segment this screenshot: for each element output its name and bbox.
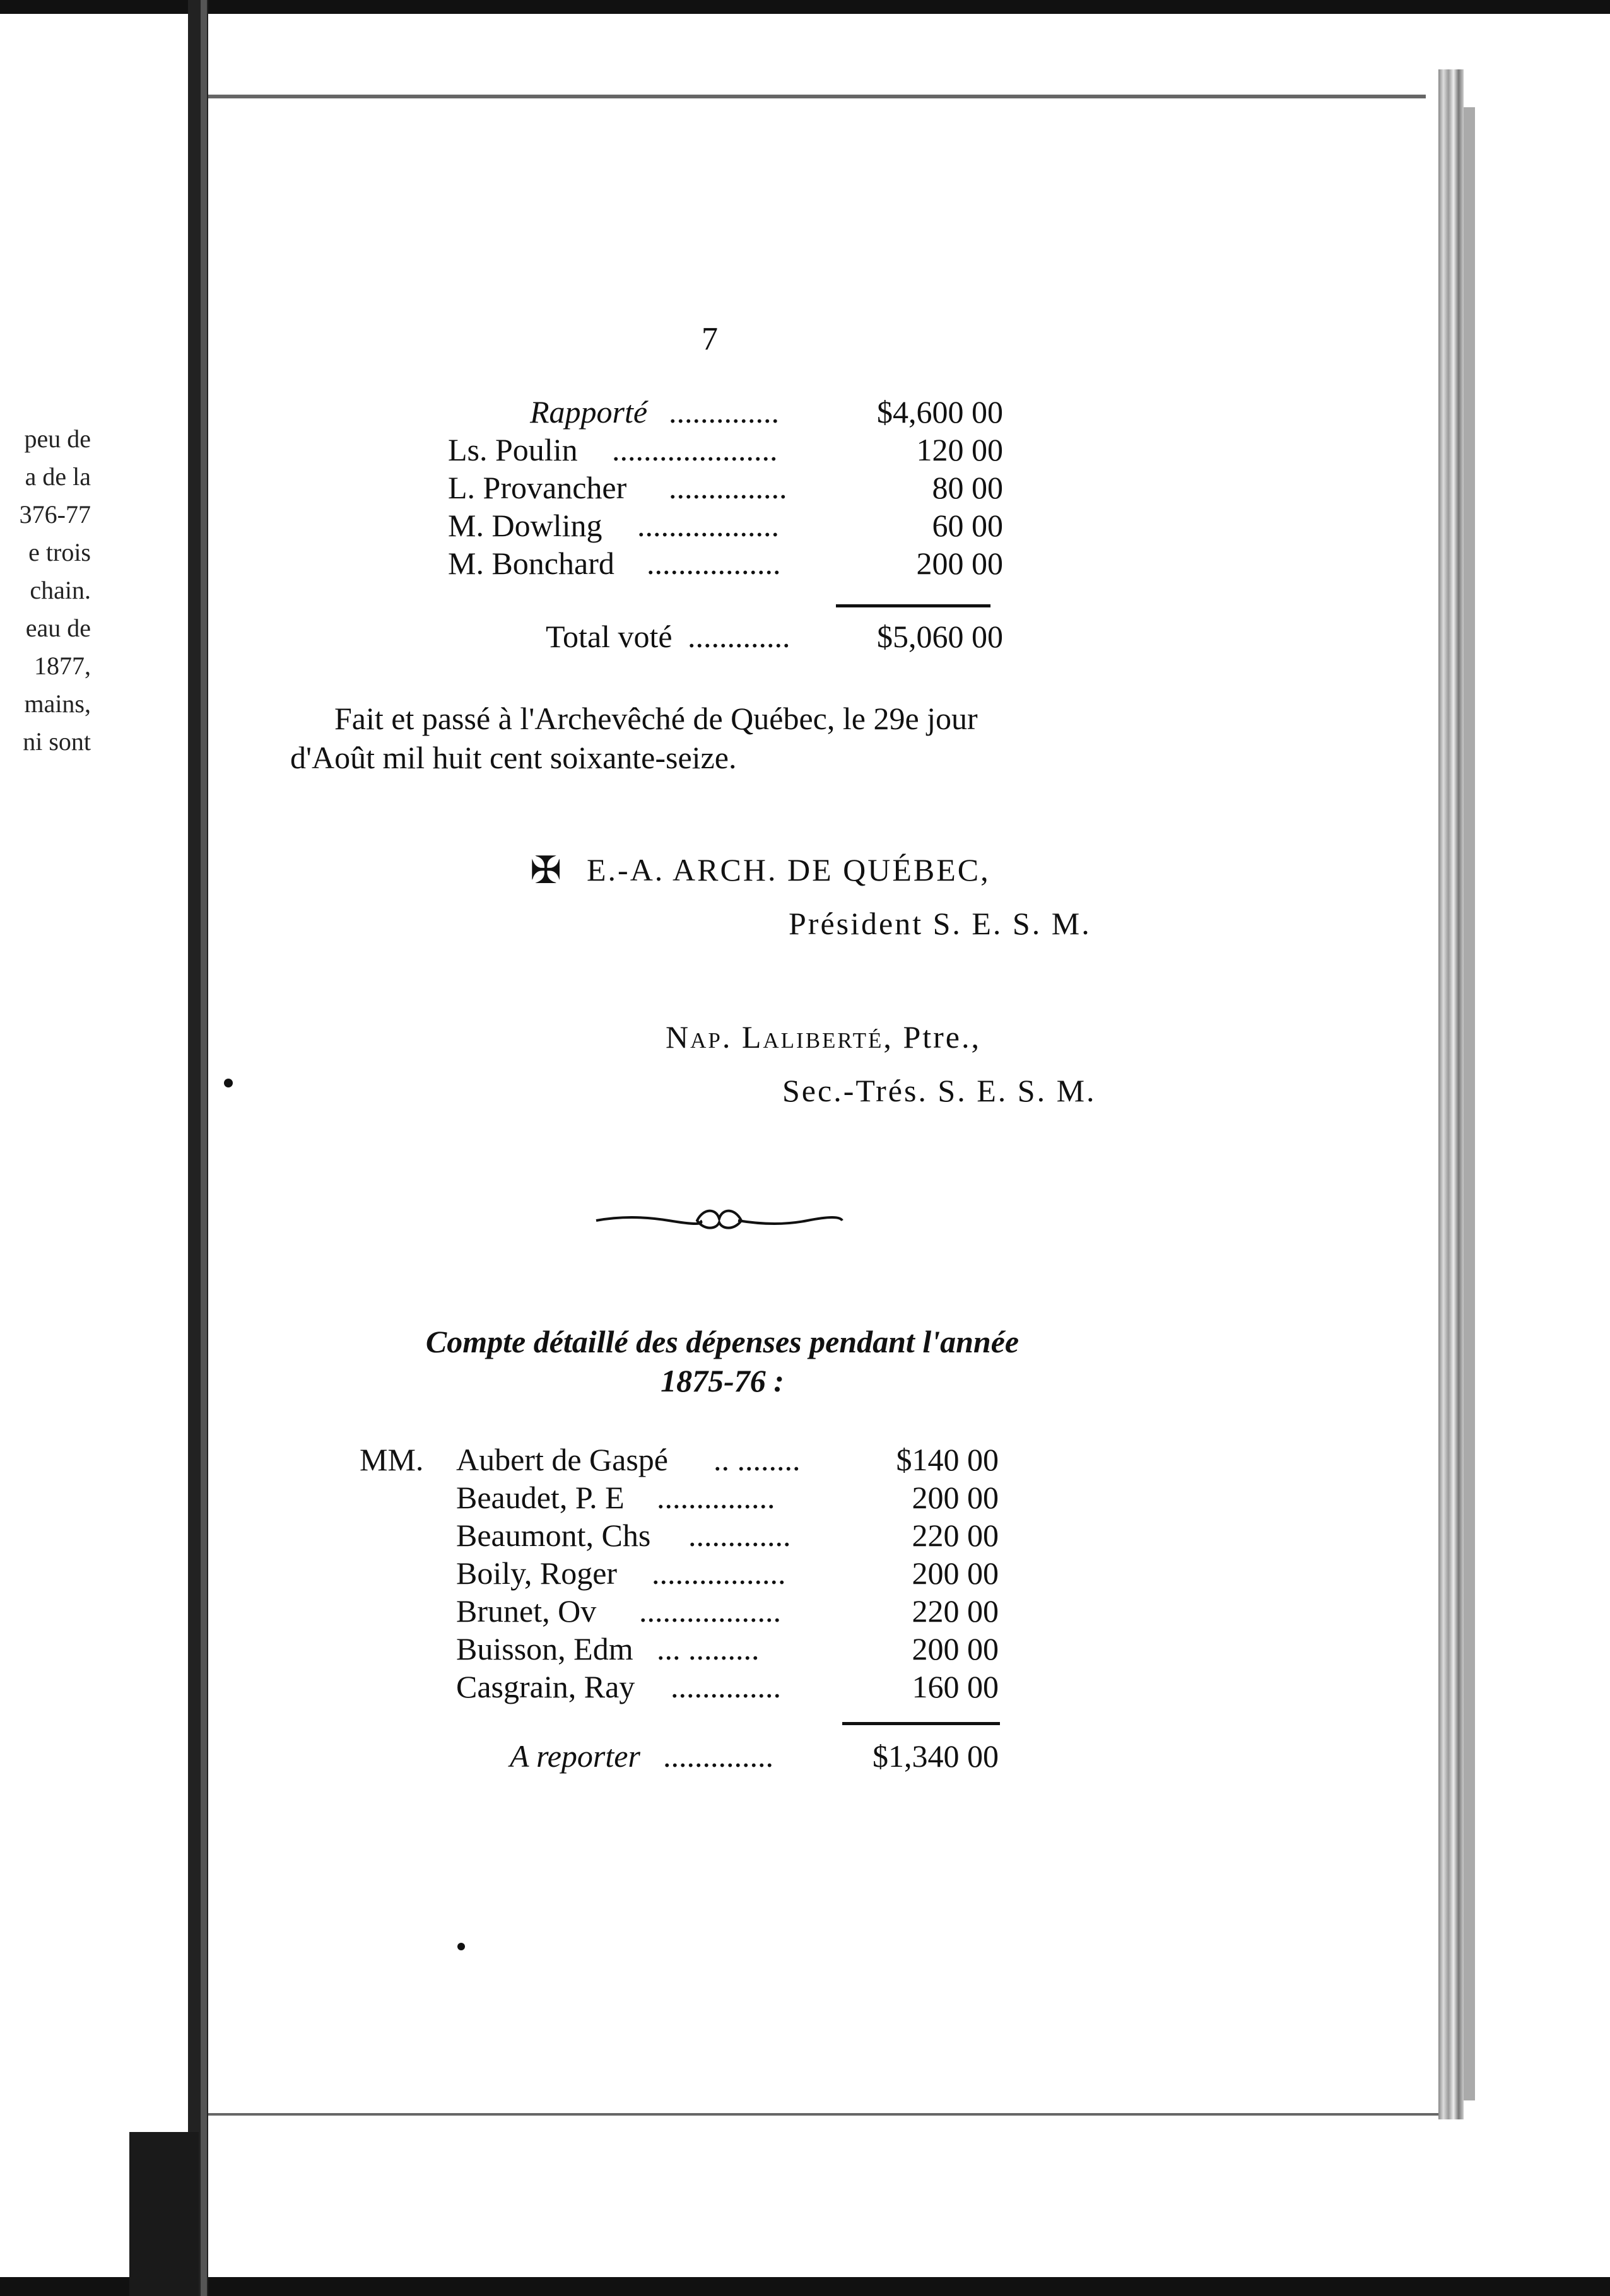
ledger-amount: 120 00 bbox=[916, 432, 1003, 467]
leader-dots: ..................... bbox=[612, 432, 778, 467]
ledger-amount: 200 00 bbox=[912, 1631, 999, 1666]
section-heading: Compte détaillé des dépenses pendant l'année bbox=[425, 1324, 1019, 1359]
signature-block bbox=[666, 1019, 981, 1055]
cross-icon: ✠ bbox=[530, 850, 564, 891]
leader-dots: ... ......... bbox=[657, 1631, 760, 1666]
leader-dots: ............. bbox=[688, 1518, 791, 1553]
ledger-row bbox=[456, 1593, 999, 1631]
ledger-carry-row bbox=[456, 1738, 999, 1776]
left-page-fragment: eau de bbox=[25, 614, 91, 642]
statement-line: d'Août mil huit cent soixante-seize. bbox=[290, 740, 737, 775]
ledger-label: Aubert de Gaspé bbox=[456, 1442, 668, 1477]
section-heading-year: 1875-76 : bbox=[661, 1363, 784, 1398]
scan-border-top bbox=[0, 0, 1610, 14]
ledger-row bbox=[456, 1479, 999, 1517]
ledger-total-label: Total voté bbox=[546, 619, 673, 654]
ledger-label: Beaumont, Chs bbox=[456, 1518, 651, 1553]
leader-dots: .. ........ bbox=[714, 1442, 801, 1477]
page-stack-edge-inner bbox=[1464, 107, 1475, 2100]
book-spine-bottom bbox=[129, 2132, 199, 2296]
ledger-row bbox=[456, 1631, 999, 1668]
page-bottom-edge bbox=[208, 2113, 1464, 2116]
ledger-label: L. Provancher bbox=[448, 470, 627, 505]
ledger-prefix: MM. bbox=[360, 1442, 424, 1477]
ledger-label: M. Dowling bbox=[448, 508, 602, 543]
ledger-row bbox=[456, 1668, 999, 1706]
left-page-fragment: peu de bbox=[24, 425, 91, 453]
left-page-fragment: 376-77 bbox=[19, 500, 91, 529]
ledger-row bbox=[448, 469, 1003, 507]
leader-dots: .................. bbox=[637, 508, 779, 543]
ledger-total-amount: $5,060 00 bbox=[877, 619, 1003, 654]
leader-dots: ............... bbox=[669, 470, 787, 505]
ledger-row bbox=[456, 1441, 999, 1479]
ledger-amount: 220 00 bbox=[912, 1593, 999, 1629]
leader-dots: ................. bbox=[647, 546, 781, 581]
signature-suffix: Ptre., bbox=[903, 1019, 981, 1055]
ledger-label: Beaudet, P. E bbox=[456, 1480, 625, 1515]
left-page-fragment: 1877, bbox=[34, 652, 91, 680]
sum-rule bbox=[842, 1722, 1000, 1725]
leader-dots: .............. bbox=[669, 394, 779, 430]
left-page-fragment: a de la bbox=[25, 462, 91, 491]
ledger-label: Ls. Poulin bbox=[448, 432, 578, 467]
ledger-label: Buisson, Edm bbox=[456, 1631, 633, 1666]
leader-dots: .............. bbox=[663, 1738, 773, 1774]
left-page-fragment: chain. bbox=[30, 576, 91, 604]
scan-speck bbox=[224, 1079, 233, 1087]
ledger-amount: 60 00 bbox=[932, 508, 1003, 543]
ledger-amount: $4,600 00 bbox=[877, 394, 1003, 430]
leader-dots: .............. bbox=[671, 1669, 781, 1704]
book-spine-highlight bbox=[201, 0, 207, 2296]
ledger-label: Brunet, Ov bbox=[456, 1593, 597, 1629]
page-stack-edge bbox=[1438, 69, 1464, 2119]
page-top-edge bbox=[208, 95, 1426, 98]
ledger-carry-amount: $1,340 00 bbox=[873, 1738, 999, 1774]
ledger-row bbox=[448, 431, 1003, 469]
ledger-row bbox=[448, 394, 1003, 431]
sum-rule bbox=[836, 604, 990, 607]
page-number: 7 bbox=[702, 321, 718, 357]
ledger-label: Casgrain, Ray bbox=[456, 1669, 635, 1704]
ledger-amount: 80 00 bbox=[932, 470, 1003, 505]
ornament-divider bbox=[593, 1205, 845, 1236]
ledger-amount: $140 00 bbox=[896, 1442, 999, 1477]
ledger-amount: 160 00 bbox=[912, 1669, 999, 1704]
scan-border-bottom bbox=[0, 2277, 1610, 2296]
ledger-row bbox=[448, 545, 1003, 583]
ledger-total-row bbox=[448, 618, 1003, 656]
left-page-fragment: ni sont bbox=[23, 727, 91, 756]
ledger-row bbox=[456, 1555, 999, 1593]
signature-name: Nap. Laliberté, bbox=[666, 1019, 893, 1055]
ledger-label: Boily, Roger bbox=[456, 1555, 618, 1591]
ledger-label: M. Bonchard bbox=[448, 546, 614, 581]
ledger-row bbox=[448, 507, 1003, 545]
signature-name: E.-A. ARCH. DE QUÉBEC, bbox=[587, 852, 990, 887]
ledger-label: Rapporté bbox=[530, 394, 648, 430]
signature-title: Sec.-Trés. S. E. S. M. bbox=[782, 1073, 1096, 1108]
ledger-amount: 200 00 bbox=[916, 546, 1003, 581]
leader-dots: ............. bbox=[688, 619, 790, 654]
ledger-amount: 200 00 bbox=[912, 1555, 999, 1591]
ledger-row bbox=[456, 1517, 999, 1555]
left-page-fragment: mains, bbox=[24, 689, 91, 718]
leader-dots: .................. bbox=[639, 1593, 781, 1629]
left-page-fragment: e trois bbox=[28, 538, 91, 566]
statement-line: Fait et passé à l'Archevêché de Québec, le 29e jour bbox=[334, 701, 978, 736]
signature-title: Président S. E. S. M. bbox=[789, 906, 1091, 941]
ledger-amount: 200 00 bbox=[912, 1480, 999, 1515]
leader-dots: ............... bbox=[657, 1480, 775, 1515]
ledger-carry-label: A reporter bbox=[510, 1738, 640, 1774]
scan-speck bbox=[457, 1943, 465, 1950]
leader-dots: ................. bbox=[652, 1555, 786, 1591]
ledger-amount: 220 00 bbox=[912, 1518, 999, 1553]
